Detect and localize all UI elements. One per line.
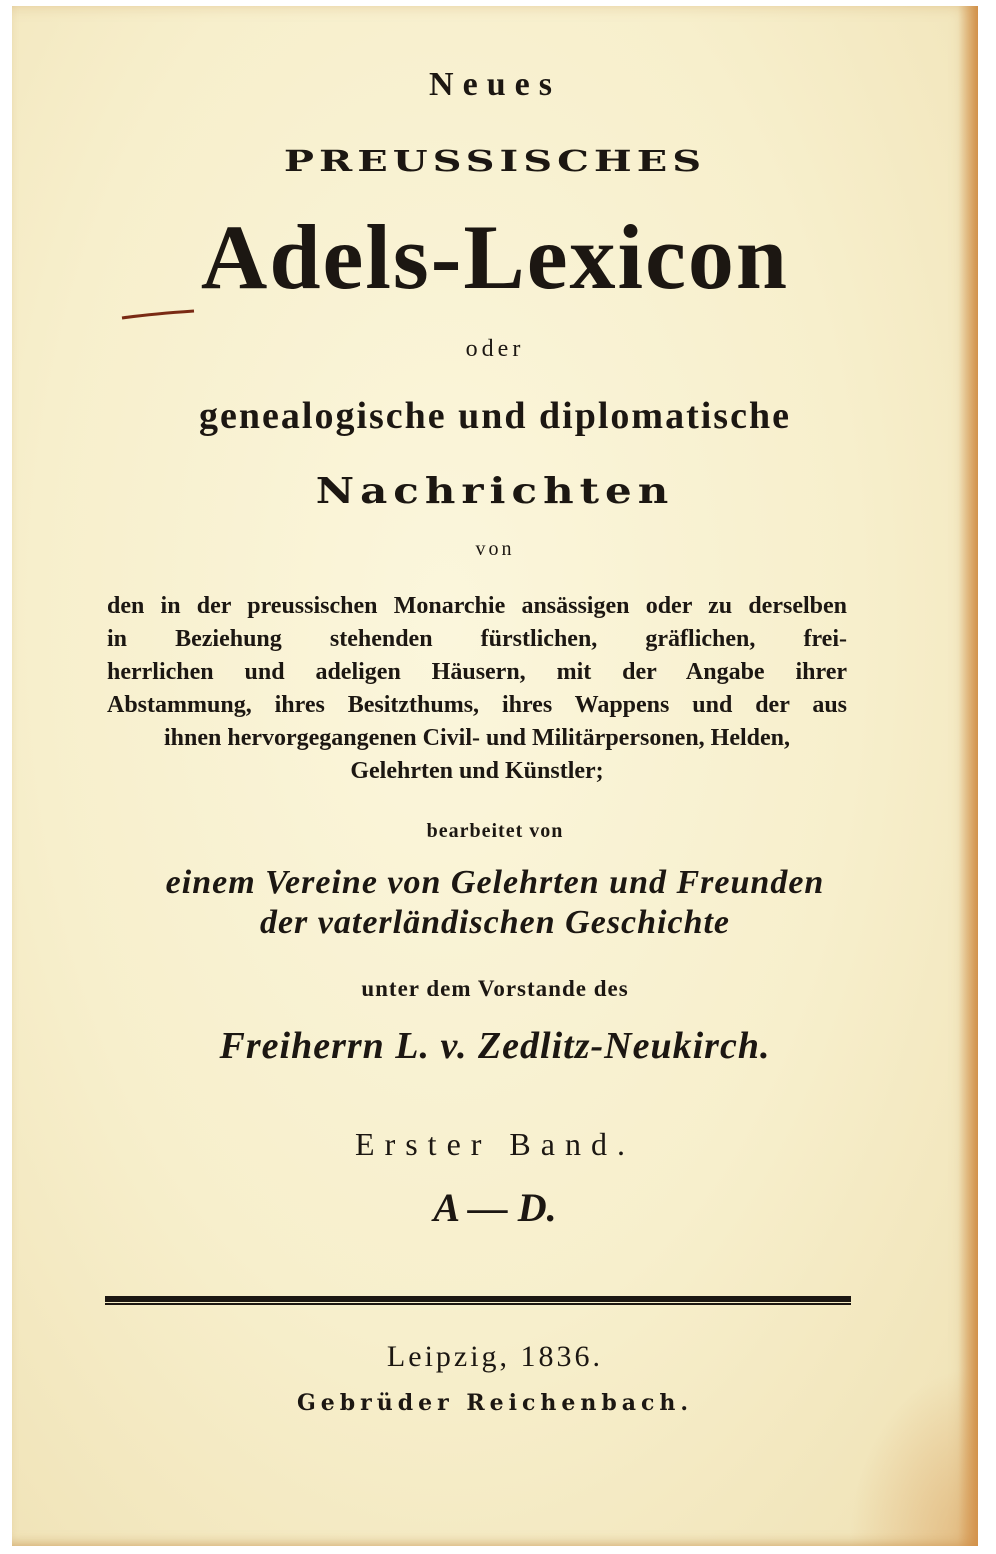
volume-range: A — D. <box>433 1185 557 1230</box>
description-block <box>107 590 847 788</box>
description-line: Gelehrten und Künstler; <box>350 758 604 784</box>
pen-underline-mark <box>120 306 200 326</box>
description-line: ihnen hervorgegangenen Civil- und Militärpersonen, Helden, <box>163 725 790 751</box>
authors-line-1: einem Vereine von Gelehrten und Freunden <box>165 864 825 901</box>
title-preussisches: PREUSSISCHES <box>283 144 707 179</box>
main-title: Adels-Lexicon <box>200 206 790 308</box>
unter-dem-vorstande: unter dem Vorstande des <box>361 976 629 1001</box>
title-neues: Neues <box>429 66 561 103</box>
subtitle-genealogische: genealogische und diplomatische <box>199 395 791 437</box>
title-page <box>12 6 978 1546</box>
subtitle-nachrichten: Nachrichten <box>315 469 675 512</box>
volume-label: Erster Band. <box>355 1126 635 1162</box>
title-oder: oder <box>465 336 525 362</box>
authors-line-2: der vaterländischen Geschichte <box>259 904 731 941</box>
description-line: Abstammung, ihres Besitzthums, ihres Wappens und der aus <box>107 692 847 718</box>
description-line: in Beziehung stehenden fürstlichen, gräflichen, frei- <box>107 626 847 652</box>
editor-name: Freiherrn L. v. Zedlitz-Neukirch. <box>219 1025 771 1067</box>
double-rule-divider <box>105 1296 851 1305</box>
description-line: den in der preussischen Monarchie ansässigen oder zu derselben <box>107 593 847 619</box>
subtitle-von: von <box>475 538 515 560</box>
bearbeitet-von: bearbeitet von <box>426 820 564 842</box>
description-line: herrlichen und adeligen Häusern, mit der Angabe ihrer <box>107 659 847 685</box>
place-and-year: Leipzig, 1836. <box>386 1340 604 1373</box>
publisher: Gebrüder Reichenbach. <box>296 1390 694 1416</box>
